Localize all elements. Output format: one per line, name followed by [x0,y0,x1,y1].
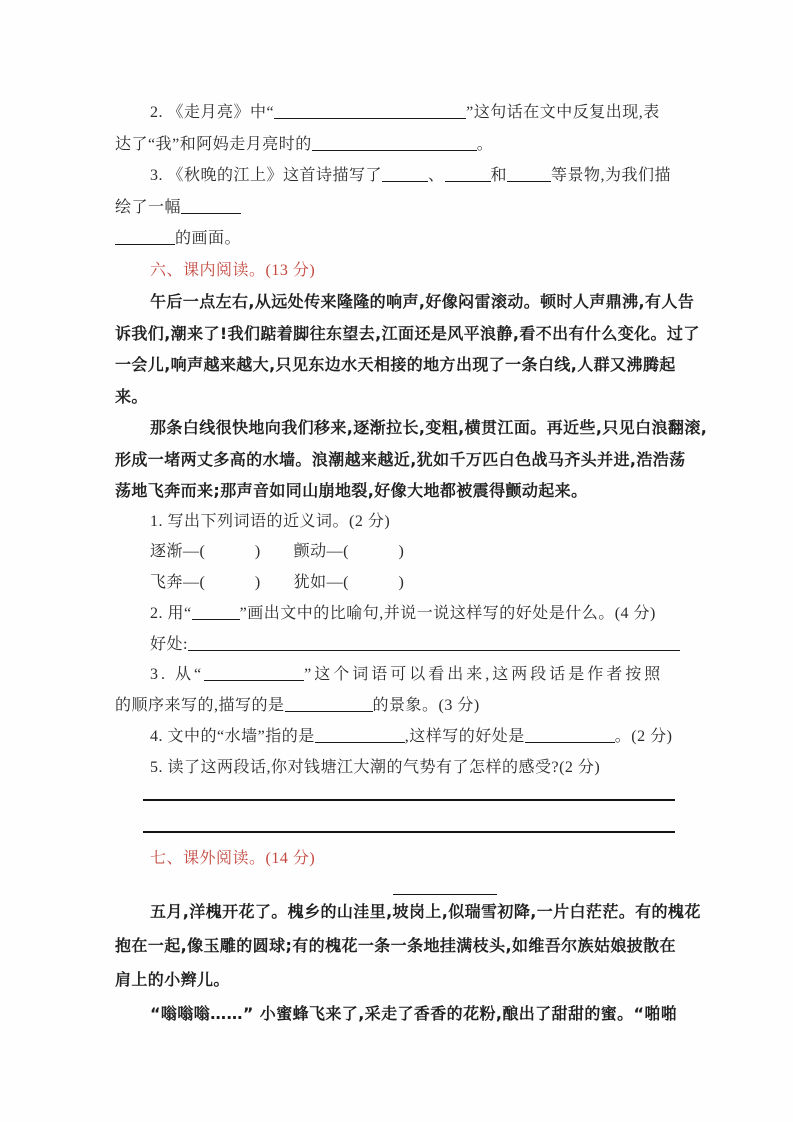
sub-question-3-pre: 3. 从“ [150,666,205,684]
passage-text: 诉我们,潮来了!我们踮着脚往东望去,江面还是风平浪静,看不出有什么变化。过了 [115,323,700,343]
sub-question-2-post: ”画出文中的比喻句,并说一说这样写的好处是什么。(4 分) [239,604,656,622]
passage-text: 抱在一起,像玉雕的圆球;有的槐花一条一条地挂满枝头,如维吾尔族姑娘披散在 [115,936,676,956]
question-3-text-cont: 绘了一幅 [115,198,182,216]
passage-1-line [115,286,695,318]
passage-1-line [115,349,680,381]
sub-question-1 [115,507,680,538]
passage-text: 一会儿,响声越来越大,只见东边水天相接的地方出现了一条白线,人群又沸腾起 [115,355,676,374]
passage-title-blank [393,874,497,895]
question-2-text-post: ”这句话在文中反复出现,表 [466,104,660,121]
question-2-line-1 [115,97,680,129]
benefit-label: 好处: [150,635,188,653]
passage-text: 午后一点左右,从远处传来隆隆的响声,好像闷雷滚动。顿时人声鼎沸,有人告 [150,292,695,311]
answer-blank [285,697,373,712]
question-3-separator-1: 、 [428,167,445,184]
passage-text: 那条白线很快地向我们移来,逐渐拉长,变粗,横贯江面。再近些,只见白浪翻滚, [150,418,708,437]
answer-blank [115,230,175,245]
passage-text: 荡地飞奔而来;那声音如同山崩地裂,好像大地都被震得颤动起来。 [115,481,588,500]
passage-text: 五月,洋槐开花了。槐乡的山洼里,坡岗上,似瑞雪初降,一片白茫茫。有的槐花 [150,902,701,922]
answer-blank [525,728,615,743]
answer-blank [445,167,491,182]
answer-line [143,801,675,833]
answer-blank [188,636,680,651]
sub-question-2 [115,599,680,630]
section-6-heading [115,255,680,287]
passage-2-line [115,963,680,997]
benefit-answer-row [115,630,680,661]
sub-question-5-text: 5. 读了这两段话,你对钱塘江大潮的气势有了怎样的感受?(2 分) [150,758,601,776]
section-7-heading [115,843,680,875]
passage-1-line [115,412,708,444]
answer-blank [507,167,551,182]
sub-question-3-post: ”这个词语可以看出来,这两段话是作者按照 [304,666,664,684]
answer-blank [382,167,428,182]
passage-text: 肩上的小辫儿。 [115,970,230,990]
question-2-text-pre: 2. 《走月亮》中“ [150,104,275,121]
sub-question-5 [115,753,680,784]
question-2-text-cont: 达了“我”和阿妈走月亮时的 [115,135,312,153]
passage-1-line [115,444,686,476]
answer-blank [192,605,240,620]
passage-text: “嗡嗡嗡……” 小蜜蜂飞来了,采走了香香的花粉,酿出了甜甜的蜜。“啪啪 [150,1004,678,1024]
passage-1-line [115,318,700,350]
section-7-title: 七、课外阅读。(14 分) [150,849,316,867]
question-3-text-post: 等景物,为我们描 [551,167,672,184]
sub-question-4-pre: 4. 文中的“水墙”指的是 [150,728,315,746]
answer-blank [274,104,466,119]
question-2-line-2 [115,129,680,161]
question-3-line-3 [115,223,680,255]
sub-question-4-mid: ,这样写的好处是 [404,728,525,746]
question-3-line-1 [115,160,680,192]
sub-question-3-line-2 [115,691,680,722]
synonym-row-2 [115,568,680,599]
section-6-title: 六、课内阅读。(13 分) [150,261,316,279]
synonym-row-1 [115,537,680,568]
passage-text: 来。 [115,386,148,406]
question-3-text-pre: 3. 《秋晚的江上》这首诗描写了 [150,167,383,184]
answer-blank [204,666,304,681]
sub-question-3-cont: 的顺序来写的,描写的是 [115,697,285,715]
synonym-row-1-text: 逐渐—( ) 颤动—( ) [150,543,405,561]
question-3-line-2 [115,192,680,224]
sub-question-4-end: 。(2 分) [614,728,673,746]
passage-text: 形成一堵两丈多高的水墙。浪潮越来越近,犹如千万匹白色战马齐头并进,浩浩荡 [115,449,686,469]
answer-blank [312,136,477,151]
sub-question-2-pre: 2. 用“ [150,604,192,622]
question-2-period: 。 [476,135,494,153]
passage-2-line [115,895,701,929]
sub-question-4 [115,722,680,753]
sub-question-1-text: 1. 写出下列词语的近义词。(2 分) [150,512,391,530]
answer-blank [315,728,405,743]
sub-question-3-line-1 [115,660,680,691]
synonym-row-2-text: 飞奔—( ) 犹如—( ) [150,574,405,592]
passage-2-line [115,997,680,1031]
passage-2-line [115,929,680,963]
passage-1-line [115,381,680,413]
answer-line [143,784,675,801]
passage-1-line [115,475,680,507]
sub-question-3-end: 的景象。(3 分) [372,697,480,715]
question-3-text-end: 的画面。 [175,230,242,247]
answer-blank [181,199,241,214]
question-3-separator-2: 和 [490,167,508,184]
